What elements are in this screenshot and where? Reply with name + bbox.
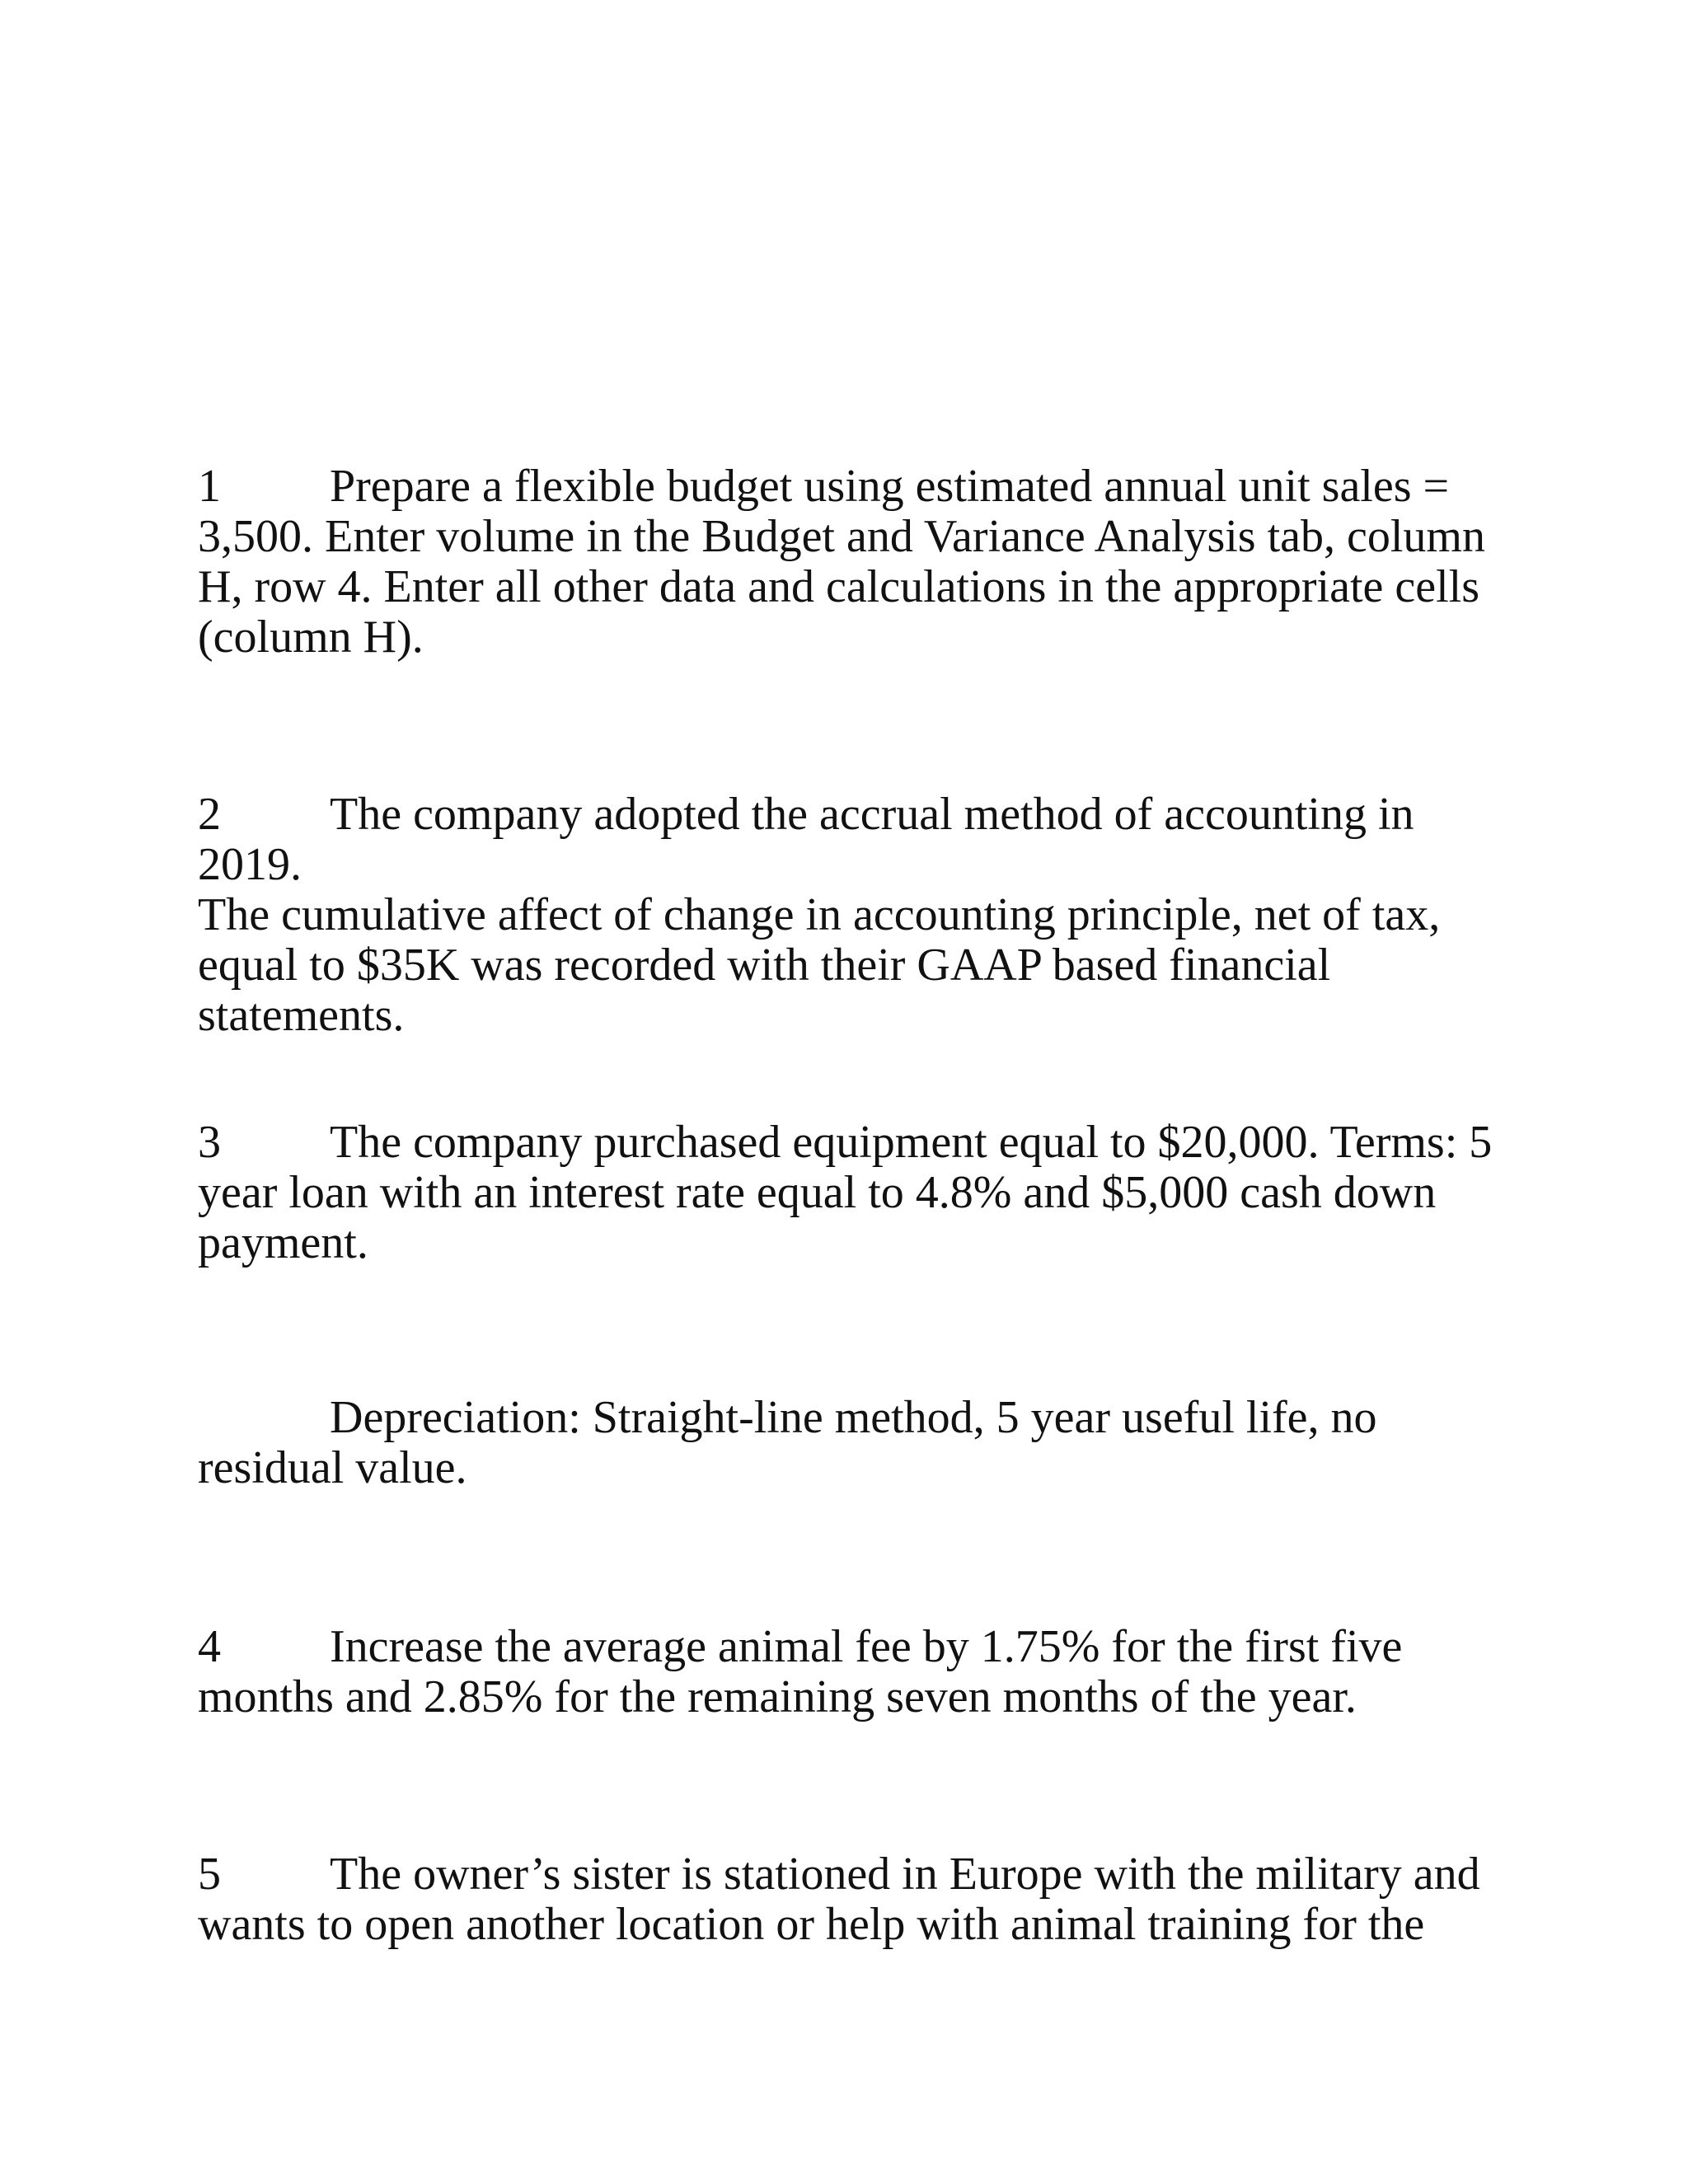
instruction-item-3-depreciation — [198, 1393, 1500, 1493]
item-first-line: The company adopted the accrual method of accounting in 2019. — [198, 789, 1414, 890]
item-first-line: Depreciation: Straight-line method, 5 year useful life, no — [330, 1392, 1377, 1443]
item-number: 5 — [198, 1849, 221, 1900]
item-number: 3 — [198, 1117, 221, 1168]
item-line: year loan with an interest rate equal to 4.8% and $5,000 cash down — [198, 1167, 1437, 1218]
item-number: 1 — [198, 461, 221, 512]
item-number: 4 — [198, 1621, 221, 1672]
item-first-line: The owner’s sister is stationed in Europe with the military and — [330, 1849, 1480, 1900]
item-line: The cumulative affect of change in accounting principle, net of tax, — [198, 889, 1441, 940]
item-line: 3,500. Enter volume in the Budget and Variance Analysis tab, column — [198, 511, 1485, 562]
item-line: payment. — [198, 1217, 368, 1268]
item-line: (column H). — [198, 612, 424, 663]
instruction-item-3 — [198, 1118, 1500, 1268]
item-number: 2 — [198, 789, 221, 840]
instruction-item-1 — [198, 462, 1500, 663]
item-first-line: The company purchased equipment equal to $20,000. Terms: 5 — [330, 1117, 1493, 1168]
item-line: residual value. — [198, 1442, 467, 1493]
item-first-line: Prepare a flexible budget using estimated annual unit sales = — [330, 461, 1450, 512]
item-line: H, row 4. Enter all other data and calculations in the appropriate cells — [198, 561, 1479, 612]
item-first-line: Increase the average animal fee by 1.75% for the first five — [330, 1621, 1403, 1672]
instruction-item-5 — [198, 1849, 1500, 1950]
item-line: statements. — [198, 990, 405, 1041]
item-line: equal to $35K was recorded with their GAAP based financial — [198, 940, 1331, 991]
item-line: months and 2.85% for the remaining seven months of the year. — [198, 1671, 1357, 1722]
instruction-item-2 — [198, 790, 1500, 1041]
instruction-item-4 — [198, 1622, 1500, 1722]
item-line: wants to open another location or help with animal training for the — [198, 1899, 1425, 1950]
